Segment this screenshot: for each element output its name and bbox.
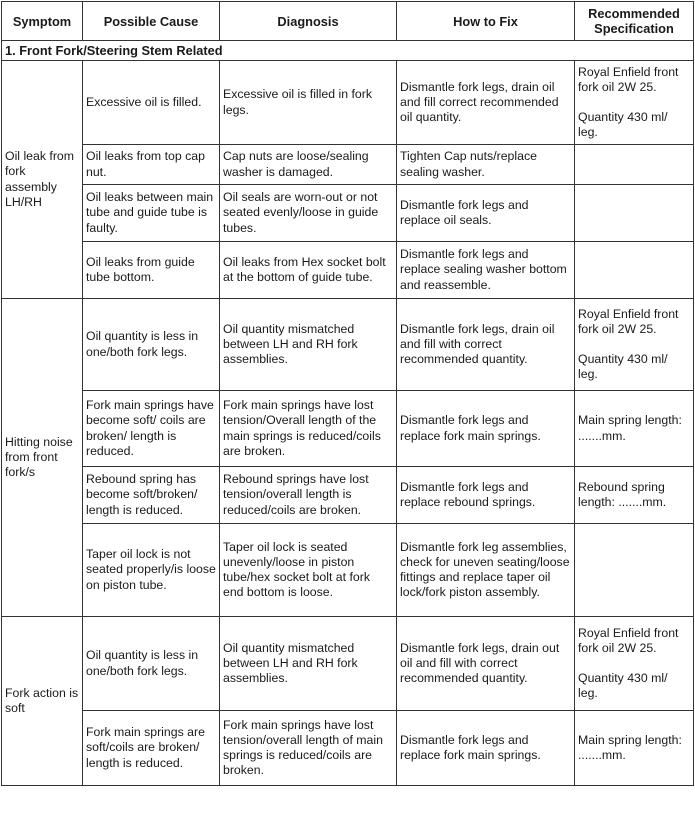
table-row [2, 185, 694, 242]
table-row [2, 467, 694, 524]
table-row [2, 711, 694, 786]
fix-cell: Dismantle fork leg assemblies, check for uneven seating/loose fittings and replace taper oil lock/fork piston assembly. [397, 524, 575, 617]
cause-cell: Fork main springs are soft/coils are broken/ length is reduced. [83, 711, 220, 786]
diagnosis-cell: Oil quantity mismatched between LH and RH fork assemblies. [220, 299, 397, 391]
spec-text-secondary: Quantity 430 ml/ leg. [578, 352, 668, 382]
spec-cell [575, 524, 694, 617]
cause-cell: Oil leaks between main tube and guide tube is faulty. [83, 185, 220, 242]
column-header-diagnosis: Diagnosis [220, 2, 397, 41]
diagnosis-cell: Taper oil lock is seated unevenly/loose in piston tube/hex socket bolt at fork end bottom is loose. [220, 524, 397, 617]
cause-cell: Oil quantity is less in one/both fork legs. [83, 617, 220, 711]
cause-cell: Rebound spring has become soft/broken/ length is reduced. [83, 467, 220, 524]
cause-cell: Excessive oil is filled. [83, 61, 220, 145]
fix-cell: Tighten Cap nuts/replace sealing washer. [397, 145, 575, 185]
spec-cell [575, 242, 694, 299]
column-header-recommended-specification: Recommended Specification [575, 2, 694, 41]
section-title: 1. Front Fork/Steering Stem Related [2, 41, 694, 61]
spec-cell: Main spring length: .......mm. [575, 711, 694, 786]
diagnosis-cell: Oil quantity mismatched between LH and RH fork assemblies. [220, 617, 397, 711]
spec-cell: Main spring length: .......mm. [575, 391, 694, 467]
spec-cell [575, 185, 694, 242]
table-row [2, 617, 694, 711]
column-header-symptom: Symptom [2, 2, 83, 41]
table-row [2, 524, 694, 617]
fix-cell: Dismantle fork legs, drain oil and fill with correct recommended quantity. [397, 299, 575, 391]
diagnosis-cell: Rebound springs have lost tension/overall length is reduced/coils are broken. [220, 467, 397, 524]
diagnosis-cell: Fork main springs have lost tension/Overall length of the main springs is reduced/coils are broken. [220, 391, 397, 467]
symptom-cell: Hitting noise from front fork/s [2, 299, 83, 617]
cause-cell: Taper oil lock is not seated properly/is loose on piston tube. [83, 524, 220, 617]
spec-text-secondary: Quantity 430 ml/ leg. [578, 671, 668, 701]
spec-cell [575, 299, 694, 391]
fix-cell: Dismantle fork legs and replace sealing washer bottom and reassemble. [397, 242, 575, 299]
section-row [2, 41, 694, 61]
fix-cell: Dismantle fork legs and replace fork main springs. [397, 391, 575, 467]
table-row [2, 299, 694, 391]
fix-cell: Dismantle fork legs and replace oil seals. [397, 185, 575, 242]
fix-cell: Dismantle fork legs, drain out oil and fill with correct recommended quantity. [397, 617, 575, 711]
cause-cell: Oil leaks from top cap nut. [83, 145, 220, 185]
spec-text: Royal Enfield front fork oil 2W 25. [578, 64, 679, 94]
diagnosis-cell: Oil seals are worn-out or not seated evenly/loose in guide tubes. [220, 185, 397, 242]
header-row [2, 2, 694, 41]
table-row [2, 61, 694, 145]
spec-text-secondary: Quantity 430 ml/ leg. [578, 110, 668, 140]
cause-cell: Fork main springs have become soft/ coils are broken/ length is reduced. [83, 391, 220, 467]
spec-cell [575, 61, 694, 145]
symptom-cell: Oil leak from fork assembly LH/RH [2, 61, 83, 299]
table-row [2, 391, 694, 467]
fix-cell: Dismantle fork legs, drain oil and fill correct recommended oil quantity. [397, 61, 575, 145]
troubleshooting-table [1, 1, 694, 786]
diagnosis-cell: Oil leaks from Hex socket bolt at the bottom of guide tube. [220, 242, 397, 299]
diagnosis-cell: Cap nuts are loose/sealing washer is damaged. [220, 145, 397, 185]
fix-cell: Dismantle fork legs and replace fork main springs. [397, 711, 575, 786]
spec-text: Royal Enfield front fork oil 2W 25. [578, 625, 679, 655]
diagnosis-cell: Excessive oil is filled in fork legs. [220, 61, 397, 145]
spec-cell [575, 145, 694, 185]
fix-cell: Dismantle fork legs and replace rebound springs. [397, 467, 575, 524]
column-header-how-to-fix: How to Fix [397, 2, 575, 41]
spec-text: Royal Enfield front fork oil 2W 25. [578, 306, 679, 336]
column-header-possible-cause: Possible Cause [83, 2, 220, 41]
symptom-cell: Fork action is soft [2, 617, 83, 786]
spec-cell [575, 617, 694, 711]
spec-cell: Rebound spring length: .......mm. [575, 467, 694, 524]
table-row [2, 145, 694, 185]
cause-cell: Oil quantity is less in one/both fork legs. [83, 299, 220, 391]
cause-cell: Oil leaks from guide tube bottom. [83, 242, 220, 299]
table-row [2, 242, 694, 299]
diagnosis-cell: Fork main springs have lost tension/overall length of main springs is reduced/coils are broken. [220, 711, 397, 786]
